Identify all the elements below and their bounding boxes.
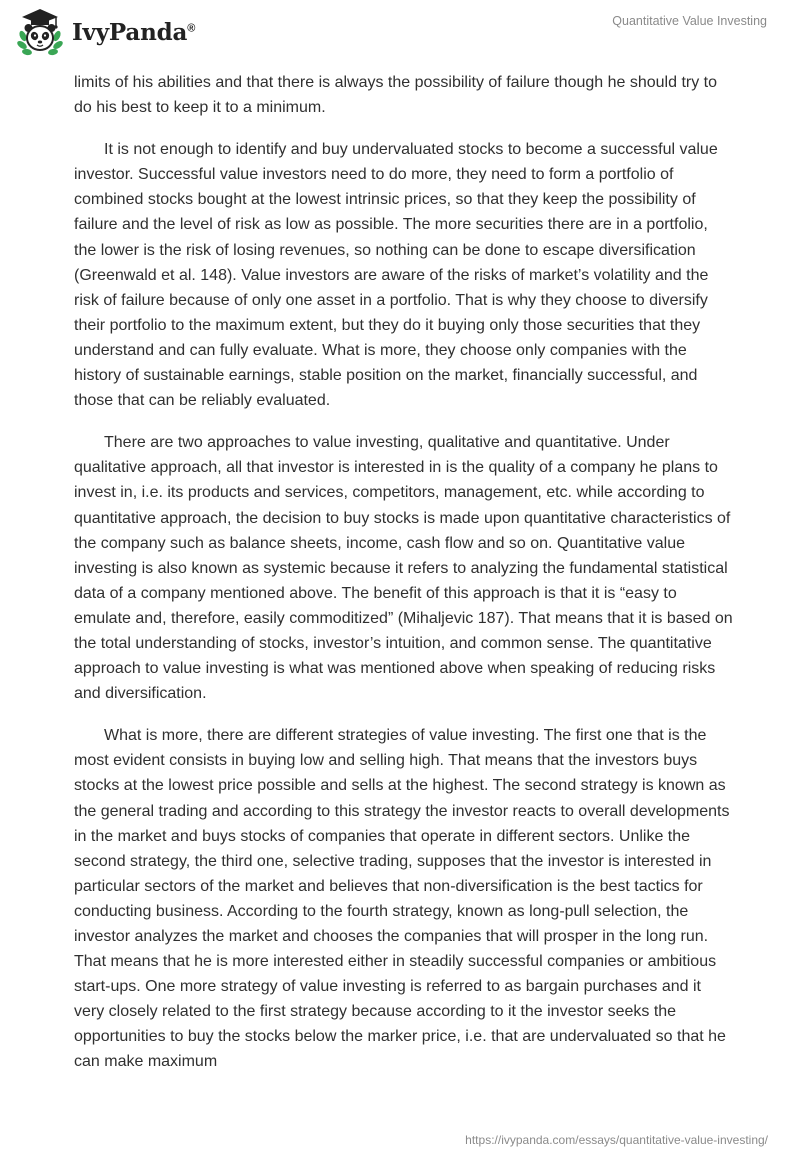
essay-body bbox=[74, 70, 734, 1092]
brand-name: IvyPanda® bbox=[72, 18, 196, 46]
page-header bbox=[0, 0, 800, 70]
registered-mark: ® bbox=[187, 21, 196, 34]
paragraph: What is more, there are different strategies of value investing. The first one that is the most evident consists in buying low and selling high. That means that the investors buys stocks at the lowest price possible and sells at the highest. The second strategy is known as the general trading and according to this strategy the investor reacts to overall developments in the market and buys stocks of companies that operate in different sectors. Unlike the second strategy, the third one, selective trading, supposes that the investor is interested in particular sectors of the market and believes that non-diversification is the best tactics for conducting business. According to the fourth strategy, known as long-pull selection, the investor analyzes the market and chooses the companies that will prosper in the long run. That means that he is more interested either in steadily successful companies or ambitious start-ups. One more strategy of value investing is referred to as bargain purchases and it very closely related to the first strategy because according to it the investor seeks the opportunities to buy the stocks below the marker price, i.e. that are undervaluated so that he can make maximum bbox=[74, 727, 730, 1071]
source-url-link[interactable]: https://ivypanda.com/essays/quantitative-value-investing/ bbox=[465, 1133, 768, 1147]
document-title: Quantitative Value Investing bbox=[612, 14, 767, 28]
panda-logo-icon bbox=[14, 6, 66, 58]
paragraph: limits of his abilities and that there is always the possibility of failure though he should try to do his best to keep it to a minimum. bbox=[74, 74, 717, 117]
paragraph: It is not enough to identify and buy undervaluated stocks to become a successful value investor. Successful value investors need to do more, they need to form a portfolio of combined stocks bought at the lowest intrinsic prices, so that they keep the possibility of failure and the level of risk as low as possible. The more securities there are in a portfolio, the lower is the risk of losing revenues, so nothing can be done to escape diversification (Greenwald et al. 148). Value investors are aware of the risks of market’s volatility and the risk of failure because of only one asset in a portfolio. That is why they choose to diversify their portfolio to the maximum extent, but they do it buying only those securities that they understand and can fully evaluate. What is more, they choose only companies with the history of sustainable earnings, stable position on the market, financially successful, and those that can be reliably evaluated. bbox=[74, 141, 718, 410]
paragraph: There are two approaches to value investing, qualitative and quantitative. Under qualitative approach, all that investor is interested in is the quality of a company he plans to invest in, i.e. its products and services, competitors, management, etc. while according to quantitative approach, the decision to buy stocks is made upon quantitative characteristics of the company such as balance sheets, income, cash flow and so on. Quantitative value investing is also known as systemic because it refers to analyzing the fundamental statistical data of a company mentioned above. The benefit of this approach is that it is “easy to emulate and, therefore, easily commoditized” (Mihaljevic 187). That means that it is based on the total understanding of stocks, investor’s intuition, and common sense. The quantitative approach to value investing is what was mentioned above when speaking of reducing risks and diversification. bbox=[74, 434, 733, 703]
brand-logo[interactable] bbox=[14, 6, 195, 58]
